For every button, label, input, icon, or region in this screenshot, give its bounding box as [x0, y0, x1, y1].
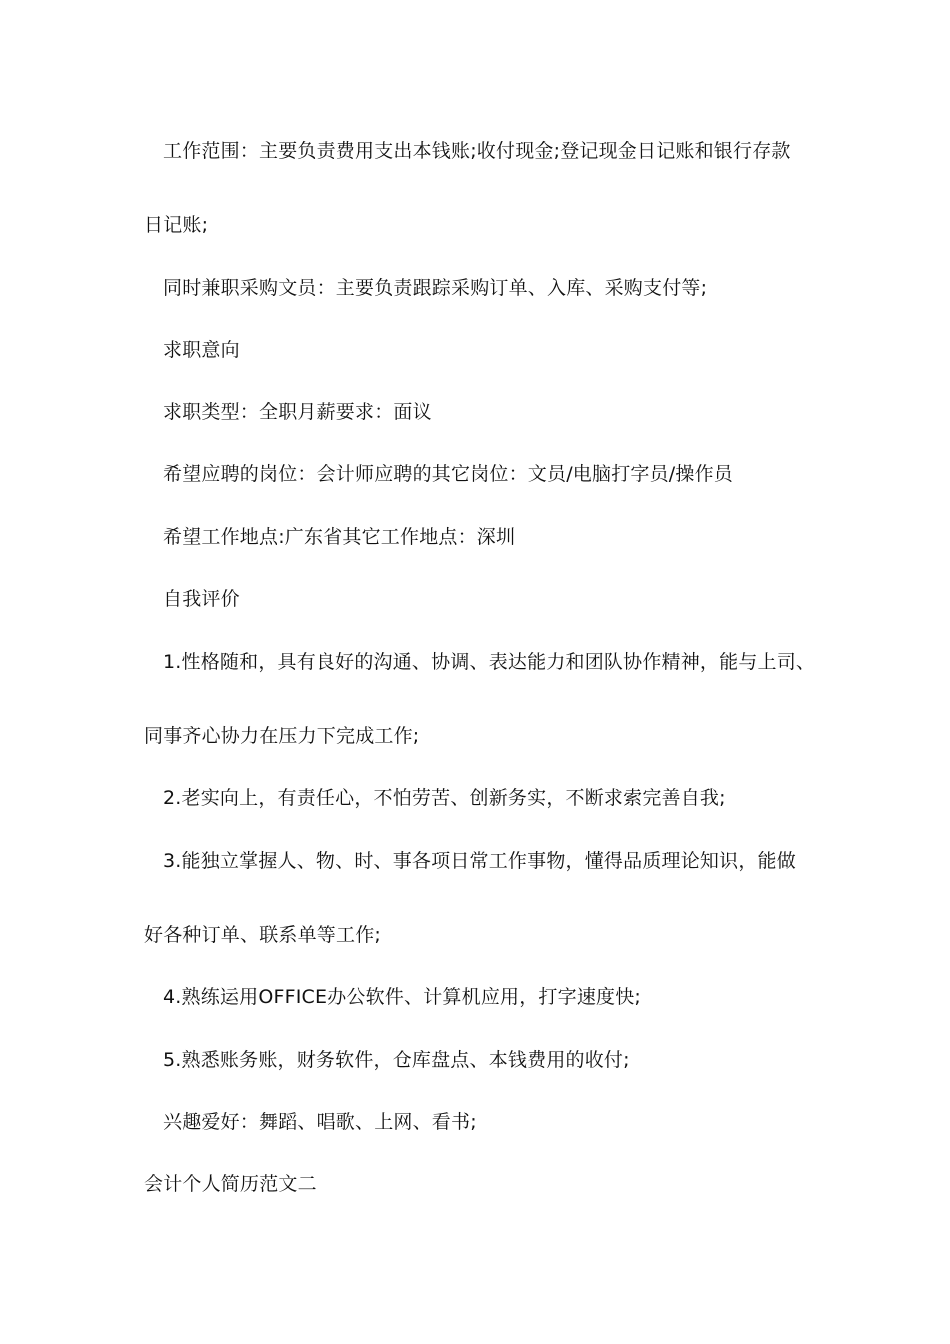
section-heading-job-intention: 求职意向 [163, 339, 240, 361]
paragraph-work-scope: 工作范围：主要负责费用支出本钱账;收付现金;登记现金日记账和银行存款 [163, 140, 791, 162]
list-item-2: 2.老实向上，有责任心，不怕劳苦、创新务实，不断求索完善自我; [163, 787, 726, 809]
list-item-5: 5.熟悉账务账，财务软件，仓库盘点、本钱费用的收付; [163, 1049, 630, 1071]
list-item-4: 4.熟练运用OFFICE办公软件、计算机应用，打字速度快; [163, 986, 642, 1008]
list-item-1: 1.性格随和，具有良好的沟通、协调、表达能力和团队协作精神，能与上司、 [163, 651, 816, 673]
paragraph-part-time-role: 同时兼职采购文员：主要负责跟踪采购订单、入库、采购支付等; [163, 277, 708, 299]
section-heading-self-evaluation: 自我评价 [163, 588, 240, 610]
list-item-1-continued: 同事齐心协力在压力下完成工作; [144, 725, 420, 747]
paragraph-desired-location: 希望工作地点:广东省其它工作地点：深圳 [163, 526, 516, 548]
paragraph-job-type: 求职类型：全职月薪要求：面议 [163, 401, 432, 423]
list-item-3: 3.能独立掌握人、物、时、事各项日常工作事物，懂得品质理论知识，能做 [163, 850, 796, 872]
paragraph-work-scope-continued: 日记账; [144, 214, 209, 236]
paragraph-hobbies: 兴趣爱好：舞蹈、唱歌、上网、看书; [163, 1111, 477, 1133]
list-item-3-continued: 好各种订单、联系单等工作; [144, 924, 382, 946]
section-heading-resume-sample-two: 会计个人简历范文二 [144, 1173, 317, 1195]
paragraph-desired-position: 希望应聘的岗位：会计师应聘的其它岗位：文员/电脑打字员/操作员 [163, 463, 734, 485]
